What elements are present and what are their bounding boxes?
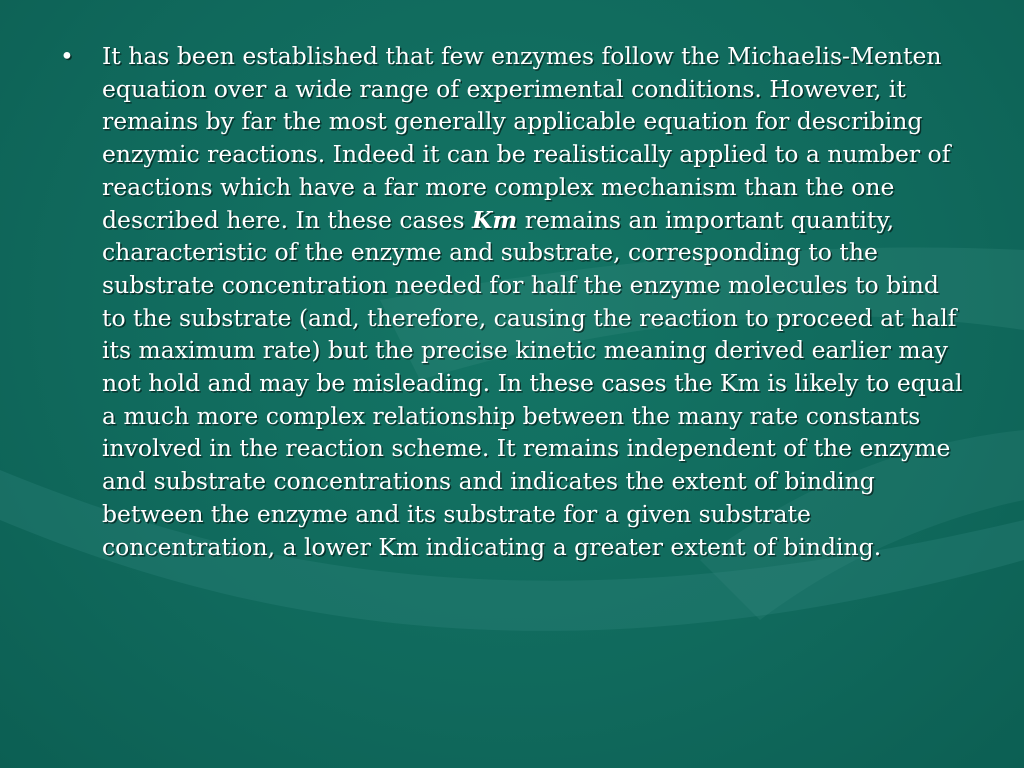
bullet-icon: • <box>60 42 74 70</box>
km-emphasis: Km <box>472 205 518 234</box>
bullet-item <box>58 40 968 563</box>
paragraph-text-part2: remains an important quantity, characteristic of the enzyme and substrate, corresponding to the substrate concentration needed for half the enzyme molecules to bind to the substrate (and, therefore, causing the reaction to proceed at half its maximum rate) but the precise kinetic meaning derived earlier may not hold and may be misleading. In these cases the Km is likely to equal a much more complex relationship between the many rate constants involved in the reaction scheme. It remains independent of the enzyme and substrate concentrations and indicates the extent of binding between the enzyme and its substrate for a given substrate concentration, a lower Km indicating a greater extent of binding. <box>102 205 963 561</box>
bullet-list <box>58 40 968 563</box>
paragraph-text-part1: It has been established that few enzymes follow the Michaelis-Menten equation over a wide range of experimental conditions. However, it remains by far the most generally applicable equation for describing enzymic reactions. Indeed it can be realistically applied to a number of reactions which have a far more complex mechanism than the one described here. In these cases <box>102 42 951 234</box>
